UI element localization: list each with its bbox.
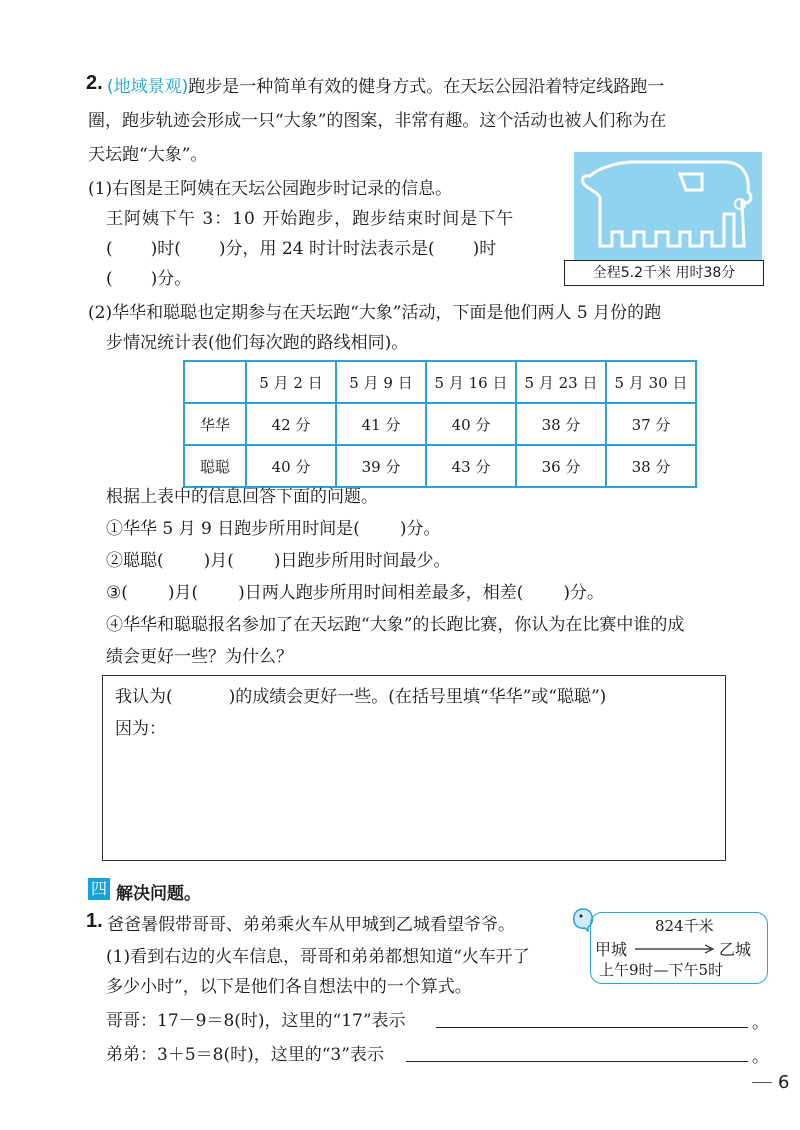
problem1-line2: (1)看到右边的火车信息，哥哥和弟弟都想知道“火车开了: [106, 947, 530, 967]
elephant-route-figure: [574, 152, 762, 260]
question-text: )分。: [399, 519, 441, 539]
period: 。: [752, 1013, 769, 1033]
q1-text-line4: [106, 264, 191, 289]
question-text: )月(: [167, 583, 199, 603]
answer-prompt: 我认为(: [115, 687, 173, 707]
table-header-row: [184, 361, 696, 403]
question-text: ①华华 5 月 9 日跑步所用时间是(: [106, 519, 360, 539]
table-header: 5 月 9 日: [336, 361, 426, 403]
problem-intro-line2: 圈，跑步轨迹会形成一只“大象”的图案，非常有趣。这个活动也被人们称为在: [88, 111, 667, 131]
paren-text: )时(: [150, 239, 181, 259]
follow-up-instruction: 根据上表中的信息回答下面的问题。: [106, 487, 378, 507]
intro-text: 跑步是一种简单有效的健身方式。在天坛公园沿着特定线路跑一: [188, 77, 665, 97]
table-row: [184, 445, 696, 487]
question-text: ②聪聪(: [106, 551, 164, 571]
page-number-rule: [752, 1082, 772, 1083]
q1-text-line1: (1)右图是王阿姨在天坛公园跑步时记录的信息。: [88, 179, 453, 199]
q2-text-line2: 步情况统计表(他们每次跑的路线相同)。: [106, 333, 409, 353]
table-cell: 42 分: [246, 403, 336, 445]
table-row: [184, 403, 696, 445]
answer-box[interactable]: [102, 675, 726, 861]
train-distance: 824千米: [655, 917, 714, 935]
problem-number: 1.: [86, 910, 103, 932]
table-cell: 37 分: [606, 403, 696, 445]
question-text: )日跑步所用时间最少。: [273, 551, 451, 571]
problem1-line1: 爸爸暑假带哥哥、弟弟乘火车从甲城到乙城看望爷爷。: [107, 915, 515, 935]
question-text: )日两人跑步所用时间相差最多，相差(: [238, 583, 524, 603]
sub-question-2: [106, 546, 451, 571]
answer-prompt: )的成绩会更好一些。(在括号里填“华华”或“聪聪”): [228, 687, 607, 707]
table-header: 5 月 23 日: [516, 361, 606, 403]
paren-text: )时: [472, 239, 497, 259]
gege-equation: 哥哥：17－9＝8(时)，这里的“17”表示: [106, 1011, 406, 1031]
table-corner: [184, 361, 246, 403]
answer-line[interactable]: [436, 1008, 748, 1028]
table-cell: 41 分: [336, 403, 426, 445]
answer-line[interactable]: [406, 1042, 748, 1062]
table-header: 5 月 2 日: [246, 361, 336, 403]
question-text: )月(: [203, 551, 234, 571]
topic-tag: (地域景观): [107, 77, 189, 97]
train-info-box: [590, 912, 768, 984]
table-cell: 43 分: [426, 445, 516, 487]
section-number-icon: 四: [88, 878, 110, 900]
train-to: 乙城: [719, 940, 752, 959]
sub-question-3: [106, 578, 604, 603]
paren-open: (: [106, 269, 113, 289]
question-text: ③(: [106, 583, 128, 603]
problem-number: 2.: [86, 72, 103, 94]
table-cell: 38 分: [606, 445, 696, 487]
q2-text-line1: (2)华华和聪聪也定期参与在天坛跑“大象”活动，下面是他们两人 5 月份的跑: [88, 303, 662, 323]
problem-intro-line1: [107, 72, 664, 97]
answer-line1: [115, 682, 606, 707]
row-label: 聪聪: [184, 445, 246, 487]
table-cell: 40 分: [426, 403, 516, 445]
running-stats-table: [183, 360, 697, 488]
figure-caption: 全程5.2千米 用时38分: [564, 260, 764, 286]
page-number: 6: [778, 1072, 790, 1093]
q1-text-line2: 王阿姨下午 3：10 开始跑步，跑步结束时间是下午: [106, 209, 515, 229]
didi-equation: 弟弟：3＋5＝8(时)，这里的“3”表示: [106, 1045, 384, 1065]
train-from: 甲城: [595, 940, 628, 959]
section-title: 解决问题。: [116, 884, 201, 904]
sub-question-4-line1: ④华华和聪聪报名参加了在天坛跑“大象”的长跑比赛，你认为在比赛中谁的成: [106, 615, 685, 635]
table-cell: 38 分: [516, 403, 606, 445]
problem1-line3: 多少小时”，以下是他们各自想法中的一个算式。: [106, 977, 472, 997]
problem-intro-line3: 天坛跑“大象”。: [88, 145, 208, 165]
sub-question-4-line2: 绩会更好一些？为什么？: [106, 647, 293, 667]
arrow-right-icon: [635, 943, 717, 955]
table-cell: 36 分: [516, 445, 606, 487]
answer-line2: 因为：: [115, 719, 166, 739]
elephant-route-icon: [574, 152, 762, 260]
period: 。: [752, 1047, 769, 1067]
train-time: 上午9时—下午5时: [599, 961, 724, 979]
q1-text-line3: [106, 234, 496, 259]
paren-open: (: [106, 239, 113, 259]
sub-question-1: [106, 514, 441, 539]
question-text: )分。: [563, 583, 605, 603]
row-label: 华华: [184, 403, 246, 445]
paren-text: )分，用 24 时计时法表示是(: [218, 239, 435, 259]
table-header: 5 月 16 日: [426, 361, 516, 403]
table-header: 5 月 30 日: [606, 361, 696, 403]
table-cell: 40 分: [246, 445, 336, 487]
table-cell: 39 分: [336, 445, 426, 487]
paren-text: )分。: [150, 269, 192, 289]
